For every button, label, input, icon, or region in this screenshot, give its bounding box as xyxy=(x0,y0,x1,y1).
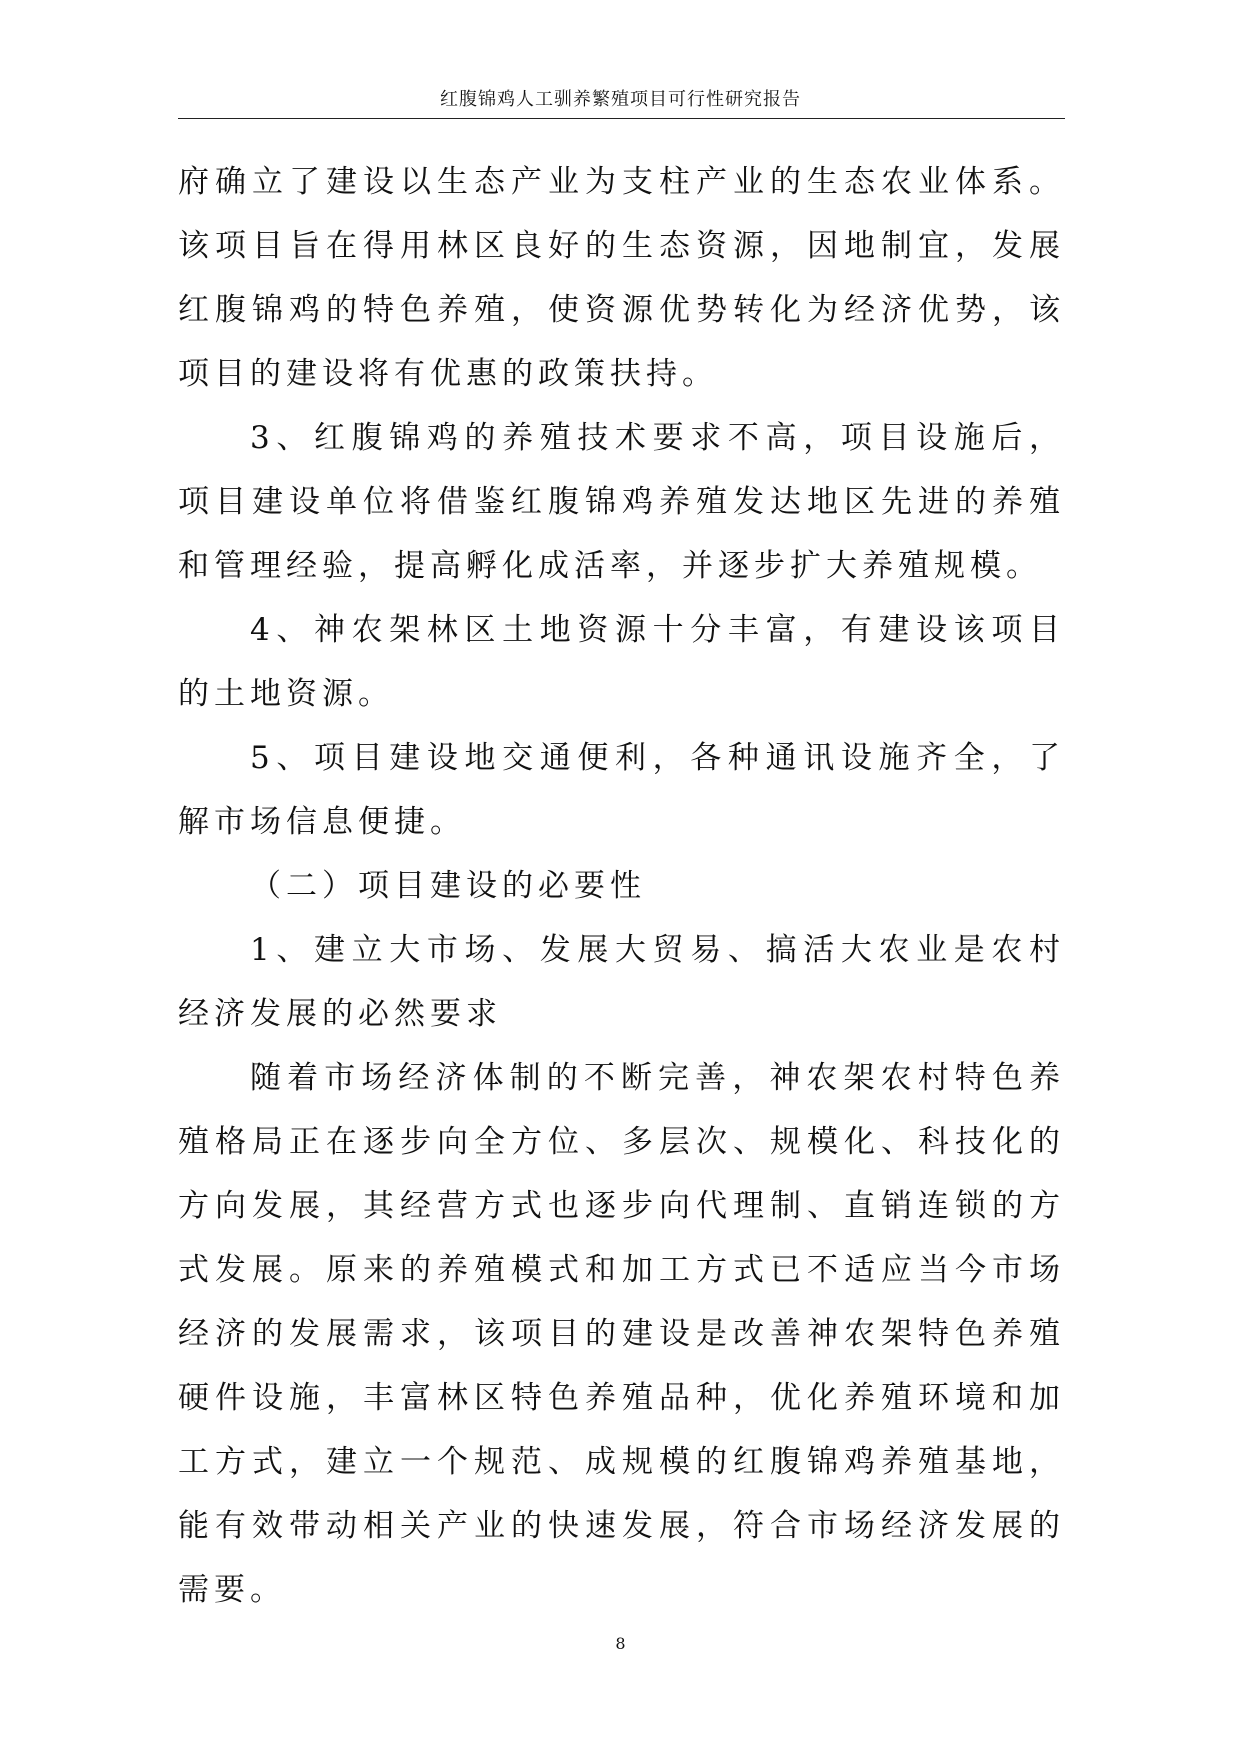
paragraph: 3、红腹锦鸡的养殖技术要求不高，项目设施后，项目建设单位将借鉴红腹锦鸡养殖发达地区先进的养殖和管理经验，提高孵化成活率，并逐步扩大养殖规模。 xyxy=(178,420,1065,584)
document-title: 红腹锦鸡人工驯养繁殖项目可行性研究报告 xyxy=(440,89,801,110)
paragraph: 府确立了建设以生态产业为支柱产业的生态农业体系。该项目旨在得用林区良好的生态资源，因地制宜，发展红腹锦鸡的特色养殖，使资源优势转化为经济优势，该项目的建设将有优惠的政策扶持。 xyxy=(178,164,1065,392)
section-heading: （二）项目建设的必要性 xyxy=(250,868,646,904)
page-header xyxy=(0,0,1241,122)
body-text xyxy=(178,150,1065,1622)
header-divider xyxy=(178,118,1065,119)
paragraph: 5、项目建设地交通便利，各种通讯设施齐全，了解市场信息便捷。 xyxy=(178,740,1065,840)
subsection-heading: 1、建立大市场、发展大贸易、搞活大农业是农村经济发展的必然要求 xyxy=(178,932,1065,1032)
paragraph: 4、神农架林区土地资源十分丰富，有建设该项目的土地资源。 xyxy=(178,612,1065,712)
paragraph: 随着市场经济体制的不断完善，神农架农村特色养殖格局正在逐步向全方位、多层次、规模化、科技化的方向发展，其经营方式也逐步向代理制、直销连锁的方式发展。原来的养殖模式和加工方式已不适应当今市场经济的发展需求，该项目的建设是改善神农架特色养殖硬件设施，丰富林区特色养殖品种，优化养殖环境和加工方式，建立一个规范、成规模的红腹锦鸡养殖基地，能有效带动相关产业的快速发展，符合市场经济发展的需要。 xyxy=(178,1060,1065,1608)
page-number: 8 xyxy=(615,1634,626,1653)
